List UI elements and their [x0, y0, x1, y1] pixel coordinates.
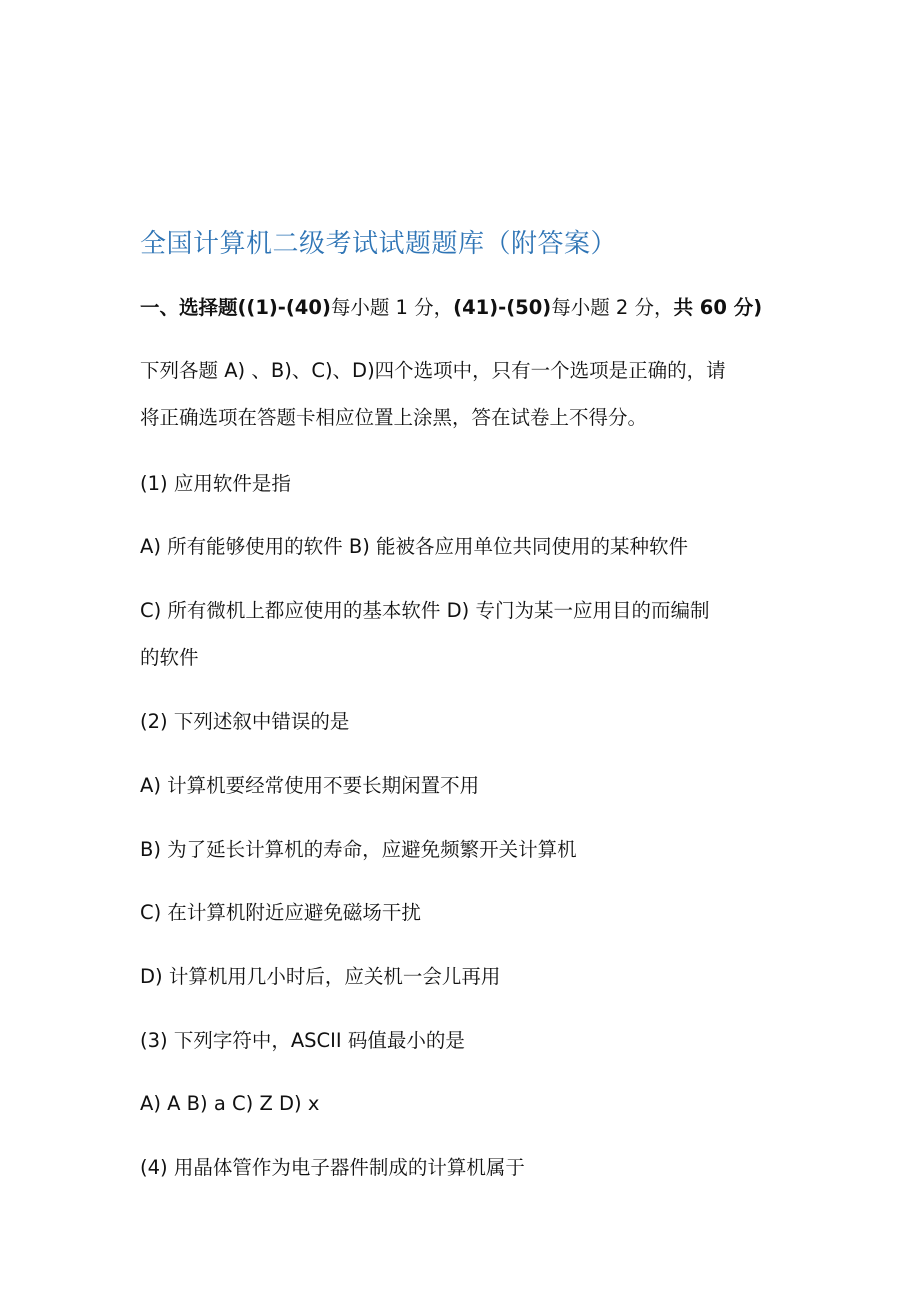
section-header-part2: 每小题 1 分，: [330, 296, 454, 319]
section-header-part5: 共 60 分): [673, 296, 763, 319]
instruction-line-1: 下列各题 A) 、B)、C)、D)四个选项中，只有一个选项是正确的，请: [140, 359, 726, 382]
instruction-line-2: 将正确选项在答题卡相应位置上涂黑，答在试卷上不得分。: [140, 406, 648, 429]
section-header-part4: 每小题 2 分，: [551, 296, 674, 319]
question-3: (3) 下列字符中，ASCII 码值最小的是: [140, 1029, 465, 1052]
section-header-part1: 一、选择题((1)-(40): [140, 296, 331, 319]
section-header: [140, 294, 762, 322]
question-2-option-a: A) 计算机要经常使用不要长期闲置不用: [140, 774, 480, 797]
document-title: 全国计算机二级考试试题题库（附答案）: [140, 229, 618, 259]
question-1: (1) 应用软件是指: [140, 472, 291, 495]
question-1-options-cd: C) 所有微机上都应使用的基本软件 D) 专门为某一应用目的而编制: [140, 599, 710, 622]
question-2: (2) 下列述叙中错误的是: [140, 710, 350, 733]
section-header-part3: (41)-(50): [453, 296, 552, 319]
question-2-option-b: B) 为了延长计算机的寿命，应避免频繁开关计算机: [140, 838, 577, 861]
question-2-option-d: D) 计算机用几小时后，应关机一会儿再用: [140, 965, 501, 988]
question-2-option-c: C) 在计算机附近应避免磁场干扰: [140, 901, 421, 924]
question-4: (4) 用晶体管作为电子器件制成的计算机属于: [140, 1156, 525, 1179]
question-1-options-ab: A) 所有能够使用的软件 B) 能被各应用单位共同使用的某种软件: [140, 535, 689, 558]
question-1-options-cd-continued: 的软件: [140, 646, 199, 669]
question-3-options: A) A B) a C) Z D) x: [140, 1092, 320, 1115]
